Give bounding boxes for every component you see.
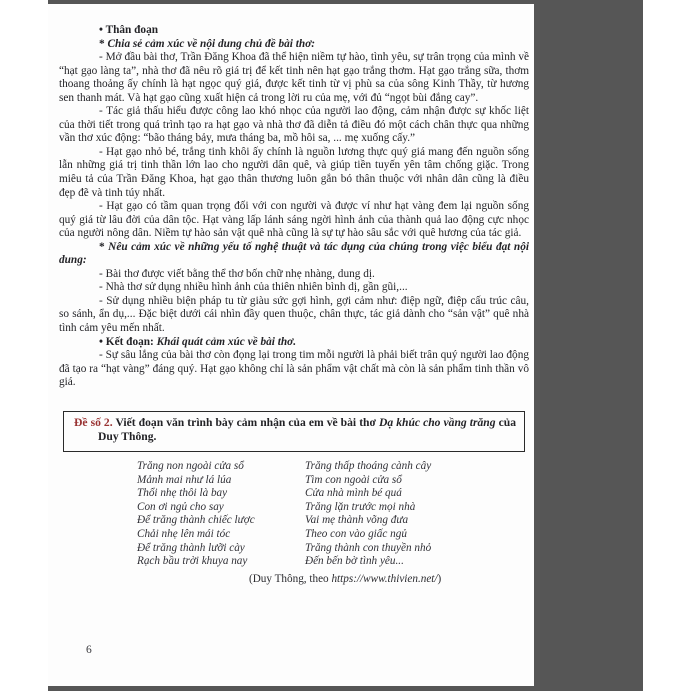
poem-attribution — [249, 573, 529, 585]
poem — [59, 460, 529, 569]
text-segment: của Duy Thông. — [98, 415, 516, 444]
text-segment: - Tác giả thấu hiểu được công lao khó nhọc của người lao động, cảm nhận được sự khốc liệt của thời tiết trong quá trình tạo ra hạt gạo và nhà thơ đã diễn tả điều đó một cách chân thực qua những vần thơ xúc động: “bão tháng bảy, mưa tháng ba, mồ hôi sa, ... mẹ xuống cấy.” — [59, 105, 529, 145]
text-segment: - Sử dụng nhiều biện pháp tu từ giàu sức gợi hình, gợi cảm như: điệp ngữ, điệp cấu trúc câu, so sánh, ẩn dụ,... Đặc biệt dưới cái nhìn đầy quen thuộc, chân thực, tác giả dành cho “sản vật” quê nhà tình cảm yêu mến nhất. — [59, 294, 529, 335]
paragraph — [59, 38, 529, 52]
poem-line: Cửa nhà mình bé quá — [305, 487, 402, 500]
text-segment: - Sự sâu lắng của bài thơ còn đọng lại trong tim mỗi người là phải biết trân quý người lao động đã tạo ra “hạt vàng” đáng quý. Hạt gạo không chỉ là sản phẩm vật chất mà còn là sản phẩm tinh thần vô giá. — [59, 349, 529, 389]
poem-column-left — [137, 460, 305, 569]
poem-line: Trăng thành con thuyền nhỏ — [305, 541, 432, 554]
poem-line: Thổi nhẹ thôi là bay — [137, 487, 228, 500]
paragraph — [59, 200, 529, 241]
text-segment: Viết đoạn văn trình bày cảm nhận của em về bài thơ — [112, 415, 379, 429]
poem-line: Đến bến bờ tình yêu... — [305, 555, 404, 568]
text-segment: • Kết đoạn: — [99, 335, 157, 348]
text-segment: Đề số 2. — [74, 415, 113, 429]
poem-line: Mảnh mai như lá lúa — [137, 473, 232, 486]
paragraph — [59, 51, 529, 105]
paragraph — [59, 295, 529, 336]
main-text — [59, 24, 529, 390]
page-number: 6 — [86, 644, 92, 656]
book-page — [48, 4, 534, 686]
text-segment: * — [99, 240, 109, 253]
assignment-text — [70, 416, 516, 445]
text-segment: ) — [437, 572, 442, 585]
poem-line: Rạch bầu trời khuya nay — [137, 555, 248, 568]
paragraph — [59, 241, 529, 268]
text-segment: https://www.thivien.net/ — [331, 572, 438, 585]
poem-line: Trăng lặn trước mọi nhà — [305, 500, 416, 513]
poem-line: Trăng non ngoài cửa sổ — [137, 459, 244, 472]
poem-column-right — [305, 460, 431, 569]
poem-line: Để trăng thành lưỡi cày — [137, 541, 245, 554]
text-segment: Chia sẻ cảm xúc về nội dung chủ đề bài thơ: — [107, 37, 316, 50]
text-segment: Khái quát cảm xúc về bài thơ. — [156, 335, 297, 348]
text-segment: • Thân đoạn — [99, 24, 159, 36]
poem-line: Tìm con ngoài cửa sổ — [305, 473, 402, 486]
poem-line: Vai mẹ thành võng đưa — [305, 514, 409, 527]
paragraph — [59, 146, 529, 200]
text-segment: - Hạt gạo có tầm quan trọng đối với con người và được ví như hạt vàng đem lại nguồn sống quý giá từ lâu đời của dân tộc. Hạt vàng lấp lánh sáng ngời hình ảnh của thành quả lao động cực nhọc của người nông dân. Niềm tự hào sản vật quê nhà cũng là sự tự hào sâu sắc với quê hương của tác giả. — [59, 200, 529, 240]
text-segment: * — [99, 37, 108, 50]
text-segment: - Hạt gạo nhỏ bé, trắng tinh khôi ấy chính là nguồn lương thực quý giá mang đến nguồn sống lẫn những giá trị tinh thần lớn lao cho người dân quê, và giúp tiền tuyến yên tâm chống giặc. Trong miêu tả của Trần Đăng Khoa, hạt gạo thân thương luôn gắn bó thân thuộc với nhân dân cũng là điều đẹp đẽ và tinh túy nhất. — [59, 145, 529, 199]
text-segment: - Bài thơ được viết bằng thể thơ bốn chữ nhẹ nhàng, dung dị. — [99, 267, 375, 280]
paragraph — [59, 24, 529, 38]
text-segment: (Duy Thông, theo — [249, 572, 332, 585]
poem-line: Để trăng thành chiếc lược — [137, 514, 255, 527]
poem-line: Con ơi ngủ cho say — [137, 500, 224, 513]
poem-line: Trăng thấp thoáng cành cây — [305, 459, 432, 472]
paragraph — [59, 281, 529, 295]
text-segment: - Nhà thơ sử dụng nhiều hình ảnh của thiên nhiên bình dị, gần gũi,... — [99, 281, 408, 294]
paragraph — [59, 349, 529, 390]
text-segment: - Mở đầu bài thơ, Trần Đăng Khoa đã thể hiện niềm tự hào, tình yêu, sự trân trọng của mình về “hạt gạo làng ta”, nhà thơ đã nêu rõ giá trị để kết tinh nên hạt gạo trắng thơm. Hạt gạo trắng sữa, thơm thoang thoảng ấy chính là hạt ngọc quý giá, được kết tinh từ vị phù sa của sông Kinh Thầy, từ hương sen thanh mát. Và hạt gạo cũng xuất hiện cả trong lời ru của mẹ, với đủ “ngọt bùi đắng cay”. — [59, 51, 529, 104]
poem-line: Chải nhẹ lên mái tóc — [137, 527, 231, 540]
paragraph — [59, 336, 529, 350]
page-content — [59, 24, 529, 585]
text-segment: Nêu cảm xúc về những yếu tố nghệ thuật và tác dụng của chúng trong việc biểu đạt nội dung: — [59, 240, 529, 267]
poem-line: Theo con vào giấc ngủ — [305, 527, 407, 540]
assignment-box — [63, 411, 525, 452]
paragraph — [59, 268, 529, 282]
paragraph — [59, 105, 529, 146]
text-segment: Dạ khúc cho vầng trăng — [378, 415, 496, 429]
